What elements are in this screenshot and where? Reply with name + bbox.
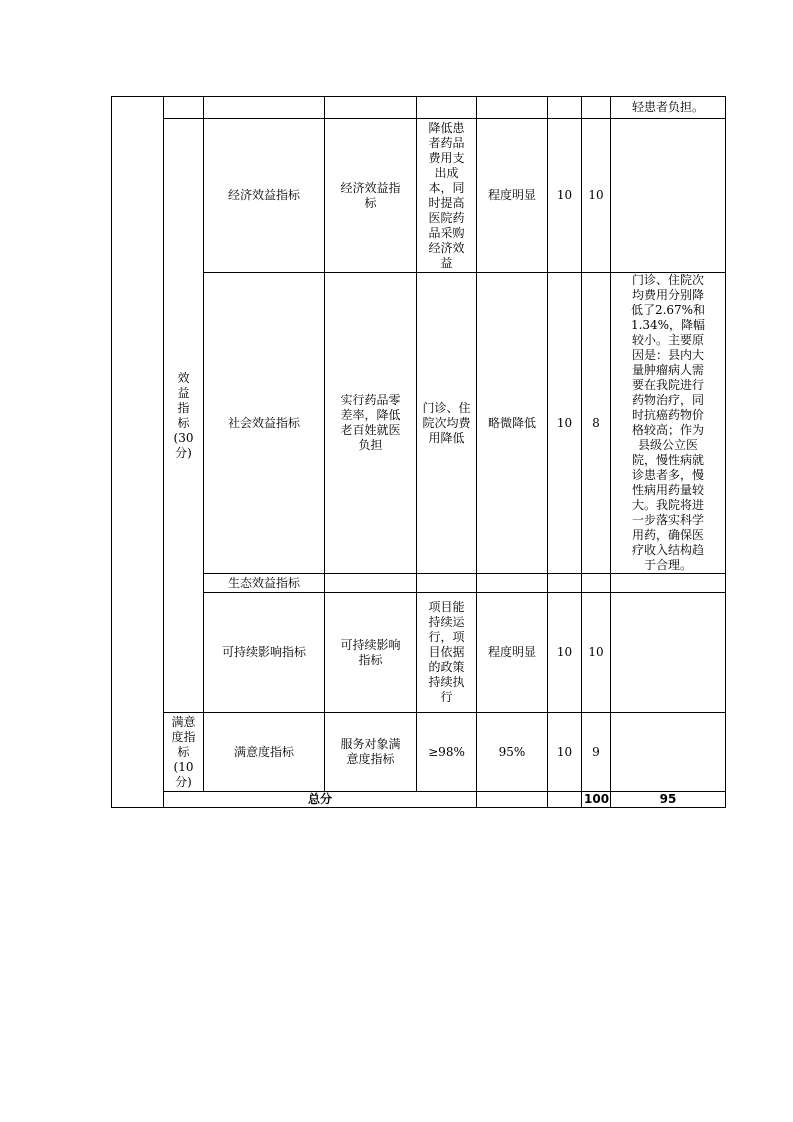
note-cell [611, 119, 726, 273]
indicator-value-cell: 项目能持续运行，项目依据的政策持续执行 [417, 593, 477, 713]
score-cell: 10 [582, 593, 611, 713]
table-row [112, 574, 726, 593]
score-cell [582, 574, 611, 593]
table-cell [477, 792, 548, 808]
score-cell: 10 [582, 119, 611, 273]
table-cell [417, 97, 477, 119]
level2-cell: 社会效益指标 [204, 273, 325, 574]
total-weight: 100 [582, 792, 611, 808]
target-cell: 程度明显 [477, 593, 548, 713]
level3-cell: 服务对象满意度指标 [325, 713, 417, 792]
level3-cell: 可持续影响指标 [325, 593, 417, 713]
weight-cell: 10 [548, 119, 582, 273]
total-label: 总分 [164, 792, 477, 808]
weight-cell: 10 [548, 713, 582, 792]
performance-table [111, 96, 726, 808]
target-cell: 略微降低 [477, 273, 548, 574]
table-cell [582, 97, 611, 119]
level3-cell: 经济效益指标 [325, 119, 417, 273]
table-row [112, 713, 726, 792]
target-cell [477, 574, 548, 593]
note-cell [611, 593, 726, 713]
weight-cell: 10 [548, 593, 582, 713]
table-cell [477, 97, 548, 119]
target-cell: 程度明显 [477, 119, 548, 273]
weight-cell [548, 574, 582, 593]
weight-cell: 10 [548, 273, 582, 574]
level2-cell: 生态效益指标 [204, 574, 325, 593]
level3-cell: 实行药品零差率，降低老百姓就医负担 [325, 273, 417, 574]
level2-cell: 满意度指标 [204, 713, 325, 792]
benefit-category-cell [164, 119, 204, 713]
table-cell [164, 97, 204, 119]
level2-cell: 可持续影响指标 [204, 593, 325, 713]
satisfaction-category-cell [164, 713, 204, 792]
table-row [112, 593, 726, 713]
indicator-value-cell: ≥98% [417, 713, 477, 792]
table-cell [325, 97, 417, 119]
note-cell [611, 713, 726, 792]
indicator-value-cell: 门诊、住院次均费用降低 [417, 273, 477, 574]
table-cell [548, 792, 582, 808]
target-cell: 95% [477, 713, 548, 792]
table-cell [548, 97, 582, 119]
benefit-category: 效益指标 [177, 370, 190, 430]
note-cell: 轻患者负担。 [611, 97, 726, 119]
score-cell: 8 [582, 273, 611, 574]
note-cell [611, 574, 726, 593]
level2-cell: 经济效益指标 [204, 119, 325, 273]
note-cell: 门诊、住院次均费用分别降低了2.67%和1.34%，降幅较小。主要原因是：县内大量肿瘤病人需要在我院进行药物治疗，同时抗癌药物价格较高；作为县级公立医院，慢性病就诊患者多，慢性病用药量较大。我院将进一步落实科学用药，确保医疗收入结构趋于合理。 [611, 273, 726, 574]
indicator-value-cell: 降低患者药品费用支出成本，同时提高医院药品采购经济效益 [417, 119, 477, 273]
indicator-value-cell [417, 574, 477, 593]
level1-cell [112, 97, 164, 808]
table-row [112, 119, 726, 273]
table-row [112, 97, 726, 119]
score-cell: 9 [582, 713, 611, 792]
table-cell [204, 97, 325, 119]
satisfaction-category: 满意度指标 [171, 714, 196, 759]
total-score: 95 [611, 792, 726, 808]
benefit-score: (30分) [173, 430, 194, 460]
level3-cell [325, 574, 417, 593]
satisfaction-score: (10分) [173, 759, 194, 789]
table-row [112, 273, 726, 574]
total-row [112, 792, 726, 808]
